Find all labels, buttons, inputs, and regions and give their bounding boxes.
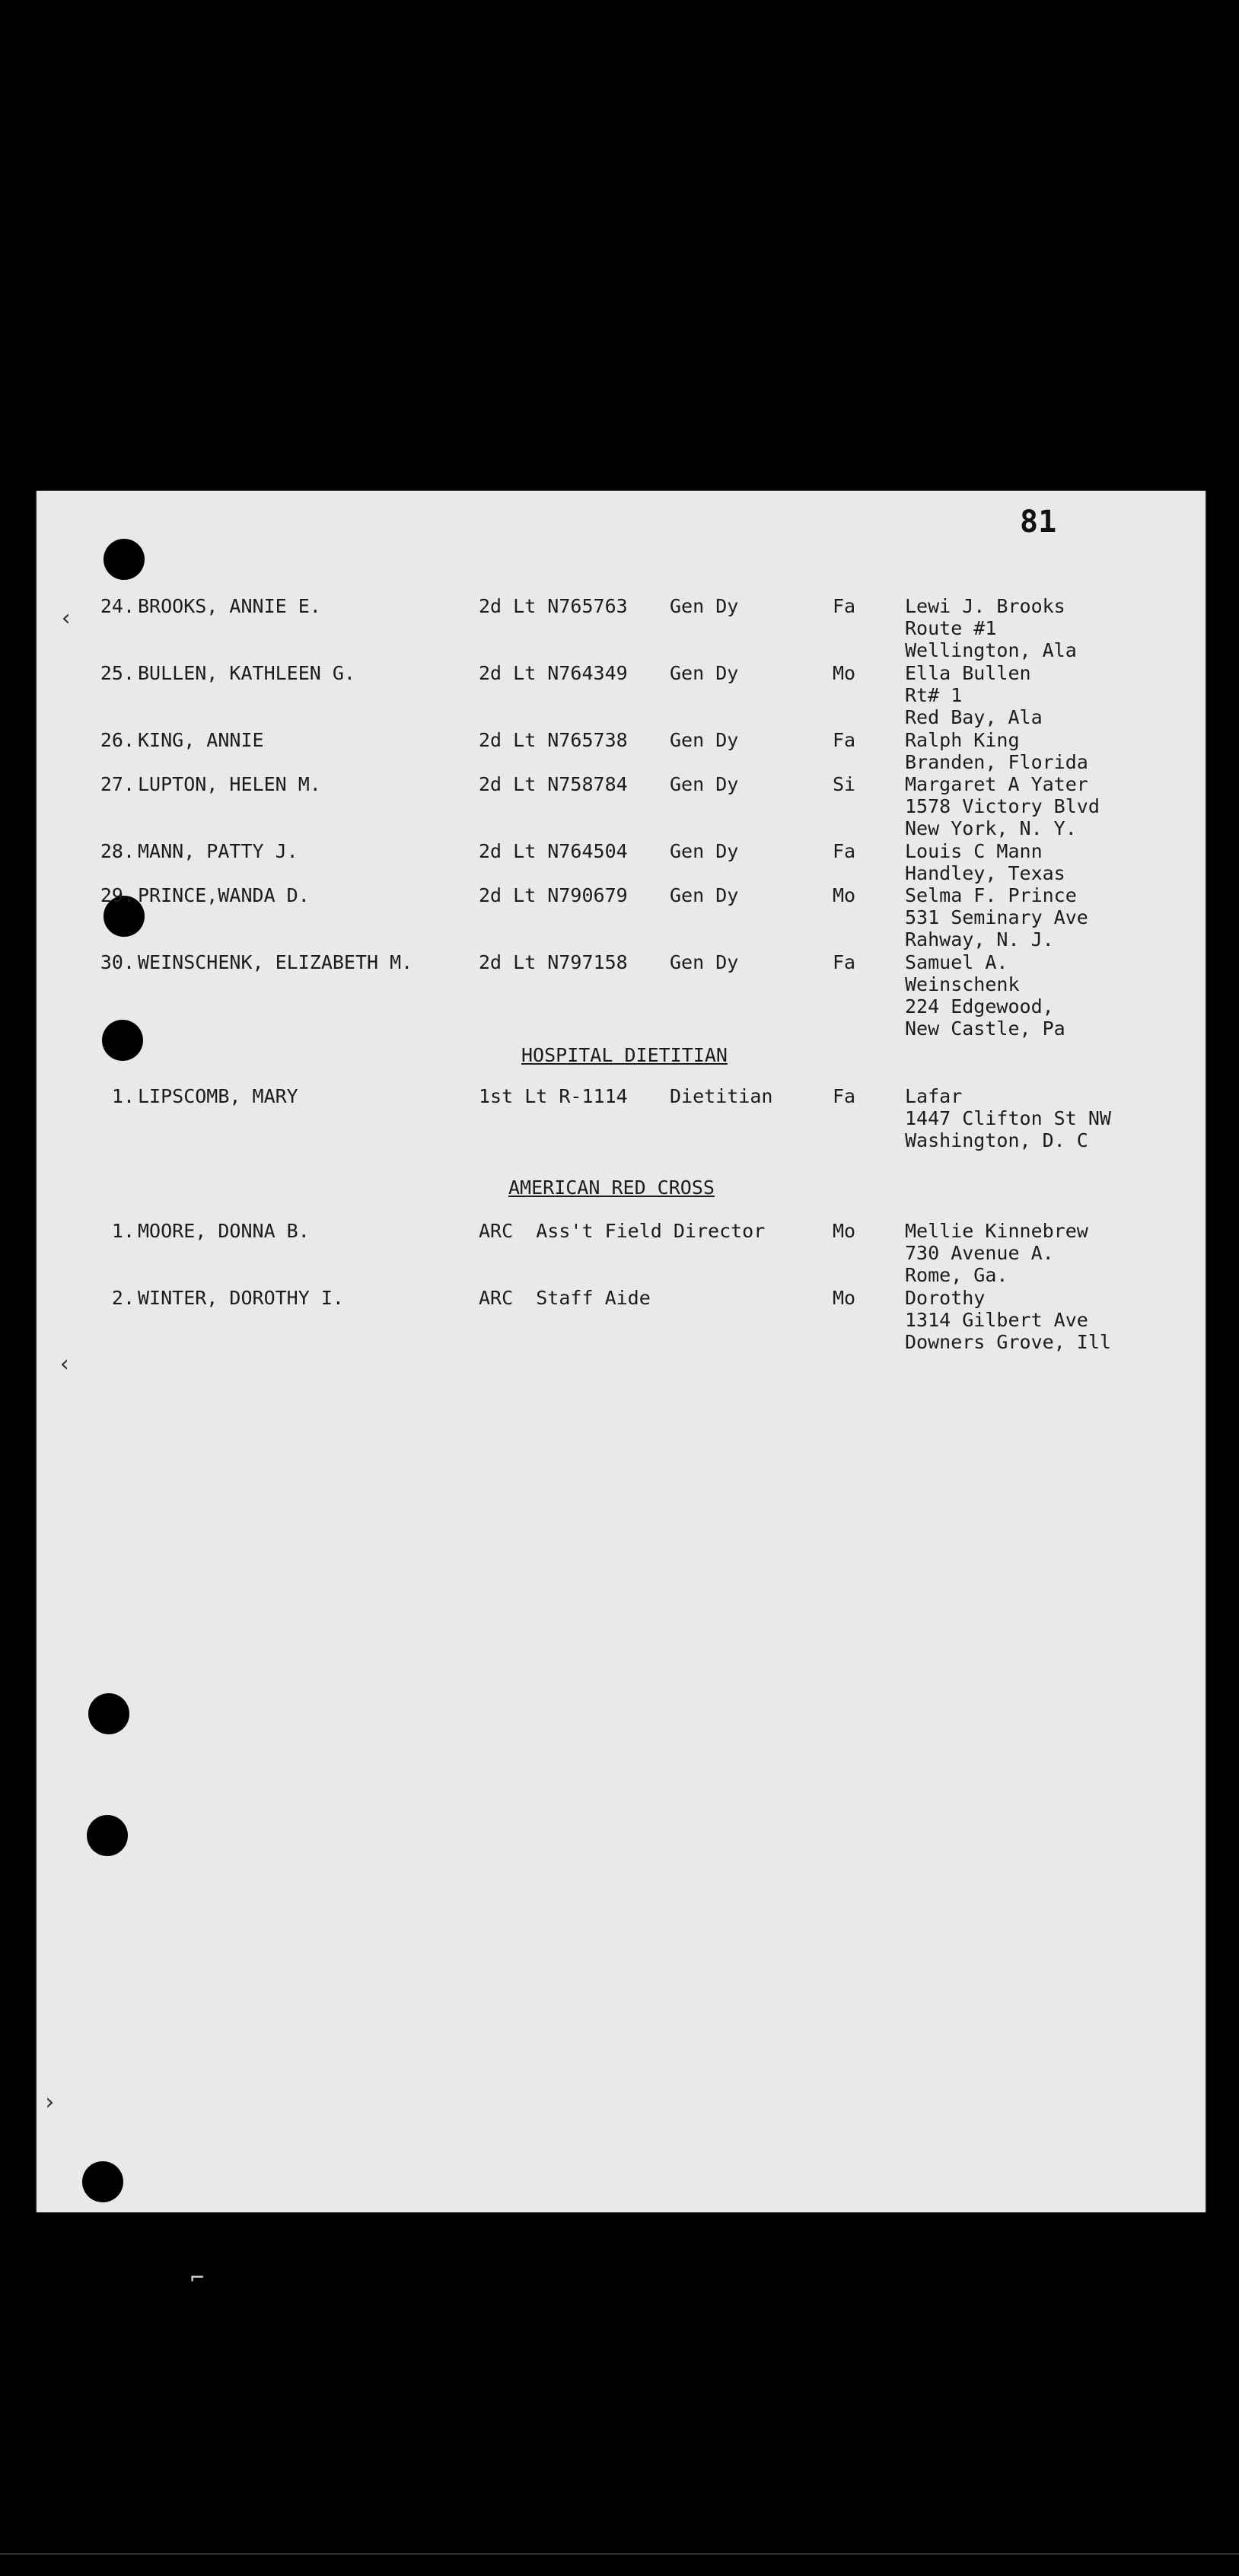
entry-name: MOORE, DONNA B.: [138, 1220, 310, 1242]
entry-unit: Gen Dy: [670, 840, 739, 862]
entry-rank: 2d Lt N765738: [479, 729, 628, 751]
entry-name: KING, ANNIE: [138, 729, 264, 751]
entry-name: BULLEN, KATHLEEN G.: [138, 662, 355, 684]
entry-address-line: New Castle, Pa: [905, 1017, 1065, 1040]
entry-name: LIPSCOMB, MARY: [138, 1085, 298, 1107]
entry-relation: Mo: [833, 1220, 856, 1242]
entry-address-line: Lafar: [905, 1085, 963, 1107]
document-page: [37, 491, 1206, 2212]
entry-address-line: 531 Seminary Ave: [905, 906, 1088, 928]
entry-address-line: Rt# 1: [905, 684, 963, 706]
entry-address-line: Louis C Mann: [905, 840, 1043, 862]
entry-number: 24.: [100, 595, 135, 617]
entry-relation: Mo: [833, 1287, 856, 1309]
entry-rank: 2d Lt N764504: [479, 840, 628, 862]
entry-address-line: New York, N. Y.: [905, 817, 1077, 839]
entry-address-line: 224 Edgewood,: [905, 995, 1054, 1017]
entry-address-line: Dorothy: [905, 1287, 986, 1309]
entry-rank: 2d Lt N758784: [479, 773, 628, 795]
entry-address-line: 730 Avenue A.: [905, 1242, 1054, 1264]
entry-address-line: Washington, D. C: [905, 1129, 1088, 1151]
margin-mark: ‹: [59, 605, 74, 632]
entry-address-line: 1314 Gilbert Ave: [905, 1309, 1088, 1331]
entry-relation: Mo: [833, 884, 856, 906]
entry-address-line: 1447 Clifton St NW: [905, 1107, 1111, 1129]
entry-address-line: Red Bay, Ala: [905, 706, 1043, 728]
entry-rank: 2d Lt N764349: [479, 662, 628, 684]
entry-address-line: Handley, Texas: [905, 862, 1065, 884]
punch-hole: [102, 1020, 143, 1061]
entry-address-line: Route #1: [905, 617, 997, 639]
entry-address-line: Lewi J. Brooks: [905, 595, 1065, 617]
entry-unit: Gen Dy: [670, 662, 739, 684]
entry-number: 28.: [100, 840, 135, 862]
entry-number: 29.: [100, 884, 135, 906]
entry-number: 30.: [100, 951, 135, 973]
entry-relation: Fa: [833, 951, 856, 973]
entry-unit: Gen Dy: [670, 595, 739, 617]
entry-address-line: Rahway, N. J.: [905, 928, 1054, 950]
entry-address-line: Branden, Florida: [905, 751, 1088, 773]
entry-name: LUPTON, HELEN M.: [138, 773, 321, 795]
entry-rank: 2d Lt N765763: [479, 595, 628, 617]
entry-rank: ARC Ass't Field Director: [479, 1220, 766, 1242]
entry-address-line: Rome, Ga.: [905, 1264, 1008, 1286]
entry-relation: Fa: [833, 840, 856, 862]
entry-name: WINTER, DOROTHY I.: [138, 1287, 344, 1309]
entry-address-line: Weinschenk: [905, 973, 1020, 995]
entry-rank: 1st Lt R-1114: [479, 1085, 628, 1107]
punch-hole: [87, 1815, 128, 1856]
entry-address-line: Ralph King: [905, 729, 1020, 751]
entry-name: PRINCE,WANDA D.: [138, 884, 310, 906]
entry-rank: 2d Lt N797158: [479, 951, 628, 973]
entry-address-line: Selma F. Prince: [905, 884, 1077, 906]
entry-relation: Fa: [833, 729, 856, 751]
entry-name: WEINSCHENK, ELIZABETH M.: [138, 951, 413, 973]
page-number: 81: [1020, 505, 1057, 540]
entry-relation: Fa: [833, 595, 856, 617]
entry-address-line: Wellington, Ala: [905, 639, 1077, 661]
entry-address-line: Downers Grove, Ill: [905, 1331, 1111, 1353]
entry-number: 2.: [111, 1287, 135, 1309]
entry-number: 1.: [111, 1085, 135, 1107]
scan-mark: ⌐: [190, 2265, 205, 2291]
entry-name: BROOKS, ANNIE E.: [138, 595, 321, 617]
punch-hole: [82, 2161, 123, 2202]
entry-unit: Gen Dy: [670, 773, 739, 795]
section-heading-hospital-dietitian: HOSPITAL DIETITIAN: [521, 1044, 728, 1066]
entry-address-line: 1578 Victory Blvd: [905, 795, 1100, 817]
entry-relation: Si: [833, 773, 856, 795]
entry-unit: Gen Dy: [670, 729, 739, 751]
section-heading-american-red-cross: AMERICAN RED CROSS: [508, 1177, 715, 1199]
entry-relation: Mo: [833, 662, 856, 684]
entry-address-line: Mellie Kinnebrew: [905, 1220, 1088, 1242]
entry-name: MANN, PATTY J.: [138, 840, 298, 862]
entry-address-line: Ella Bullen: [905, 662, 1031, 684]
entry-rank: ARC Staff Aide: [479, 1287, 651, 1309]
punch-hole: [104, 539, 145, 580]
entry-address-line: Samuel A.: [905, 951, 1008, 973]
entry-unit: Gen Dy: [670, 884, 739, 906]
entry-unit: Gen Dy: [670, 951, 739, 973]
entry-number: 25.: [100, 662, 135, 684]
entry-unit: Dietitian: [670, 1085, 773, 1107]
scan-edge-line: [0, 2553, 1239, 2555]
entry-rank: 2d Lt N790679: [479, 884, 628, 906]
punch-hole: [88, 1693, 129, 1734]
entry-address-line: Margaret A Yater: [905, 773, 1088, 795]
entry-relation: Fa: [833, 1085, 856, 1107]
entry-number: 27.: [100, 773, 135, 795]
margin-mark: ›: [43, 2089, 57, 2116]
entry-number: 26.: [100, 729, 135, 751]
entry-number: 1.: [111, 1220, 135, 1242]
margin-mark: ‹: [58, 1351, 72, 1377]
